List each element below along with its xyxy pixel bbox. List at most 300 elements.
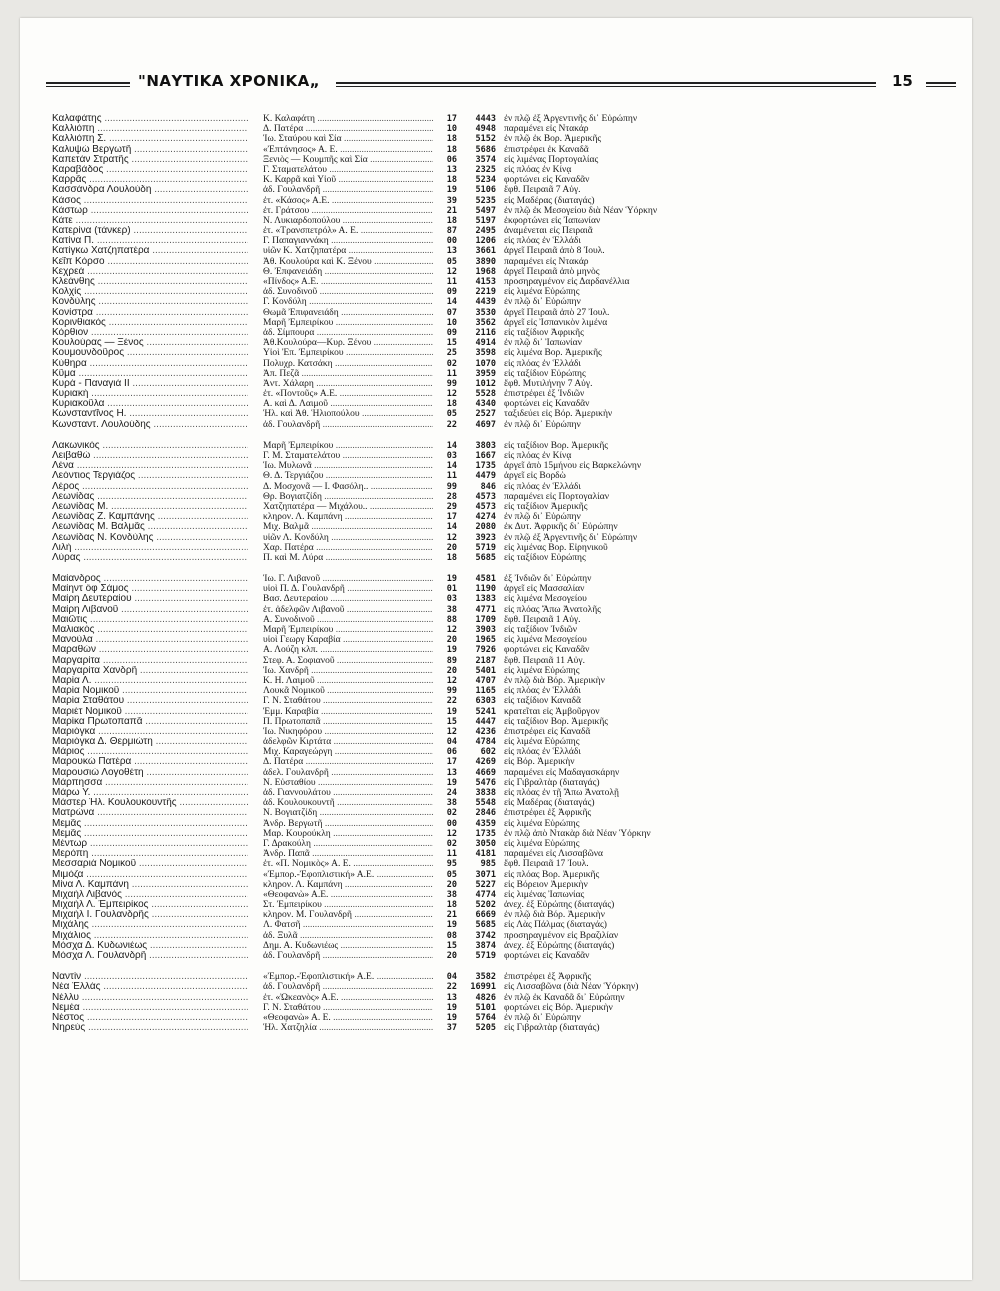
status: εἰς λιμένα Μεσογείου [504, 635, 587, 646]
year: 19 [446, 920, 457, 931]
tonnage: 3803 [475, 440, 496, 451]
year: 99 [446, 481, 457, 492]
ship-entry-row [52, 206, 962, 216]
tonnage: 602 [480, 747, 496, 758]
owner: Δ. Πατέρα ..... [263, 757, 433, 767]
tonnage: 4774 [475, 889, 496, 900]
owner: ἐτ. Γράτσου ..... [263, 206, 433, 216]
publication-title: "ΝΑΥΤΙΚΑ ΧΡΟΝΙΚΑ„ [138, 72, 321, 90]
status: εἰς λιμένα Βορ. Ἀμερικῆς [504, 348, 602, 359]
status: ἀργεῖ εἰς Ἰσπανικὸν λιμένα [504, 317, 608, 328]
status: ἐπιστρέφει ἐξ Ἀφρικῆς [504, 972, 592, 983]
owner: Μαρῆ Ἐμπειρίκου ..... [263, 625, 433, 635]
ship-entry-row [52, 890, 962, 900]
ship-name: Μιχαὴλ Ι. Γουλανδρῆς ..... [52, 910, 248, 920]
status: εἰς λιμένα Εὐρώπης [504, 818, 580, 829]
status: ἐν πλῷ διὰ Βόρ. Ἀμερικὴν [504, 910, 605, 921]
tonnage: 7926 [475, 645, 496, 656]
ship-entry-row [52, 584, 962, 594]
ship-entry-row [52, 409, 962, 419]
year: 14 [446, 297, 457, 308]
year: 18 [446, 175, 457, 186]
tonnage: 846 [480, 481, 496, 492]
ship-name: Κονδύλης ..... [52, 297, 248, 307]
owner: Π. Πρωτοπαπᾶ ..... [263, 717, 433, 727]
owner: «Ἐπτάνησος» Α. Ε. ..... [263, 145, 433, 155]
owner: ἀδ. Κουλουκουντῆ ..... [263, 798, 433, 808]
ship-name: Κόρθιον ..... [52, 328, 248, 338]
year: 11 [446, 277, 457, 287]
ship-name: Κάτε ..... [52, 216, 248, 226]
ship-entry-row [52, 461, 962, 471]
ship-entry-row [52, 972, 962, 982]
header-rule-right [926, 82, 956, 87]
status: προσηραγμένον εἰς Βραζιλίαν [504, 930, 619, 941]
ship-entry-row [52, 920, 962, 930]
owner: «Πίνδος» Α.Ε. ..... [263, 277, 433, 287]
ship-entry-row [52, 134, 962, 144]
status: εἰς ταξίδιον Ἀμερικῆς [504, 501, 588, 512]
ship-entry-row [52, 859, 962, 869]
year: 89 [446, 655, 457, 666]
status: ἀργεῖ εἰς Μασσαλίαν [504, 584, 585, 595]
owner: Π. καὶ Μ. Λύρα ..... [263, 553, 433, 563]
year: 24 [446, 788, 457, 798]
tonnage: 3923 [475, 532, 496, 543]
ship-name: Μόσχα Λ. Γουλανδρῆ ..... [52, 951, 248, 961]
ship-name: Μαίρη Δευτεραίου ..... [52, 594, 248, 604]
ship-name: Μερόπη ..... [52, 849, 248, 859]
tonnage: 3903 [475, 625, 496, 635]
owner: Γ. Σταματελάτου ..... [263, 165, 433, 175]
year: 05 [446, 409, 457, 420]
year: 29 [446, 501, 457, 512]
ship-entry-row [52, 656, 962, 666]
ship-entry-row [52, 727, 962, 737]
tonnage: 985 [480, 859, 496, 870]
year: 00 [446, 818, 457, 829]
ship-entry-row [52, 666, 962, 676]
owner: Α. Λούζη κλπ. ..... [263, 645, 433, 655]
owner: υἱῶν Κ. Χατζηπατέρα ..... [263, 246, 433, 256]
tonnage: 3959 [475, 368, 496, 379]
ship-entry-row [52, 1013, 962, 1023]
ship-entry-row [52, 124, 962, 134]
year: 12 [446, 828, 457, 839]
status: ἐν πλῷ ἐξ Ἀργεντινῆς δι᾽ Εὐρώπην [504, 532, 638, 543]
ship-entry-row [52, 502, 962, 512]
ship-name: Κάσος ..... [52, 196, 248, 206]
owner: Στ. Ἐμπειρίκου ..... [263, 900, 433, 910]
tonnage: 3562 [475, 317, 496, 328]
owner: Α. καὶ Δ. Λαιμοῦ ..... [263, 399, 433, 409]
ship-name: Μαλιακὸς ..... [52, 625, 248, 635]
ship-entry-row [52, 839, 962, 849]
status: ἐν πλῷ ἀπὸ Ντακὰρ διὰ Νέαν Ὑόρκην [504, 828, 651, 839]
status: εἰς λιμένας Ἰαπωνίας [504, 889, 585, 900]
year: 12 [446, 625, 457, 635]
tonnage: 3661 [475, 246, 496, 257]
ship-name: Κατερίνα (τάνκερ) ..... [52, 226, 248, 236]
ship-entry-row [52, 236, 962, 246]
year: 20 [446, 879, 457, 890]
status: φορτώνει εἰς Καναδᾶν [504, 645, 590, 656]
year: 99 [446, 686, 457, 697]
year: 13 [446, 767, 457, 778]
status: ἀργεῖ Πειραιᾶ ἀπὸ 27 Ἰουλ. [504, 307, 610, 318]
owner: Μιχ. Βαλμᾶ ..... [263, 522, 433, 532]
year: 12 [446, 389, 457, 400]
status: ἐκφορτώνει εἰς Ἰαπωνίαν [504, 215, 601, 226]
status: εἰς ταξίδιον Ἰνδιῶν [504, 625, 578, 635]
year: 04 [446, 737, 457, 748]
ship-entry-row [52, 533, 962, 543]
status: ἔφθ. Πειραιᾶ 11 Αὐγ. [504, 655, 585, 666]
owner: Γ. Δρακούλη ..... [263, 839, 433, 849]
tonnage: 4948 [475, 124, 496, 135]
ship-name: Μάρω Υ. ..... [52, 788, 248, 798]
status: εἰς Βόρ. Ἀμερικὴν [504, 757, 575, 768]
year: 12 [446, 266, 457, 277]
status: ἐν πλῷ ἐκ Μεσογείου διὰ Νέαν Ὑόρκην [504, 205, 658, 216]
status: φορτώνει εἰς Καναδᾶν [504, 399, 590, 410]
ship-name: Κουλούρας — Ξένος ..... [52, 338, 248, 348]
ship-entry-row [52, 399, 962, 409]
ship-name: Λεωνίδας Μ. ..... [52, 502, 248, 512]
owner: Ἀνδρ. Παπᾶ ..... [263, 849, 433, 859]
ship-entry-row [52, 522, 962, 532]
ship-name: Κονίστρα ..... [52, 308, 248, 318]
owner: Δημ. Α. Κυδωνιέως ..... [263, 941, 433, 951]
ship-name: Κάστωρ ..... [52, 206, 248, 216]
year: 12 [446, 675, 457, 686]
year: 20 [446, 635, 457, 646]
status: ἐπιστρέφει ἐξ Ἰνδιῶν [504, 389, 585, 400]
ship-entry-row [52, 318, 962, 328]
ship-entry-row [52, 246, 962, 256]
tonnage: 3874 [475, 940, 496, 951]
year: 01 [446, 584, 457, 595]
tonnage: 4479 [475, 471, 496, 482]
year: 12 [446, 532, 457, 543]
owner: Κ. Η. Λαιμοῦ ..... [263, 676, 433, 686]
tonnage: 4236 [475, 726, 496, 737]
owner: Ἰω. Μυλωνᾶ ..... [263, 461, 433, 471]
status: εἰς ταξίδιον Εὐρώπης [504, 552, 586, 563]
owner: ἐτ. «Ὠκεανὸς» Α.Ε. ..... [263, 993, 433, 1003]
ship-name: Μαιῶτις ..... [52, 615, 248, 625]
owner: ἀδ. Γουλανδρῆ ..... [263, 420, 433, 430]
ship-entry-row [52, 757, 962, 767]
tonnage: 4573 [475, 491, 496, 502]
year: 09 [446, 327, 457, 338]
ship-name: Μαργαρίτα ..... [52, 656, 248, 666]
status: παραμένει εἰς Μαδαγασκάρην [504, 767, 620, 778]
tonnage: 3742 [475, 930, 496, 941]
owner: Α. Συνοδινοῦ ..... [263, 615, 433, 625]
ship-name: Νέλλυ ..... [52, 993, 248, 1003]
year: 05 [446, 869, 457, 880]
year: 88 [446, 614, 457, 625]
status: ἔφθ. Πειραιᾶ 1 Αὐγ. [504, 614, 581, 625]
owner: υἱῶν Λ. Κονδύλη ..... [263, 533, 433, 543]
year: 06 [446, 747, 457, 758]
status: ἐκ Δυτ. Ἀφρικῆς δι᾽ Εὐρώπην [504, 522, 618, 533]
ship-name: Λέρος ..... [52, 482, 248, 492]
owner: ἀδ. Γουλανδρῆ ..... [263, 982, 433, 992]
tonnage: 1965 [475, 635, 496, 646]
year: 21 [446, 910, 457, 921]
ship-name: Μαραθὼν ..... [52, 645, 248, 655]
ship-register-list [52, 114, 962, 1044]
ship-name: Μαρία Σταθάτου ..... [52, 696, 248, 706]
ship-entry-row [52, 798, 962, 808]
status: ἐξ Ἰνδιῶν δι᾽ Εὐρώπην [504, 574, 592, 585]
tonnage: 4359 [475, 818, 496, 829]
ship-entry-row [52, 451, 962, 461]
ship-entry-row [52, 420, 962, 430]
ship-entry-row [52, 145, 962, 155]
status: παραμένει εἰς Ντακάρ [504, 124, 589, 135]
ship-entry-row [52, 1023, 962, 1033]
tonnage: 5685 [475, 552, 496, 563]
ship-name: Λύρας ..... [52, 553, 248, 563]
tonnage: 2080 [475, 522, 496, 533]
ship-name: Λεωνίδας Μ. Βαλμᾶς ..... [52, 522, 248, 532]
status: εἰς πλόας ἐν Ἑλλάδι [504, 236, 581, 247]
ship-entry-row [52, 492, 962, 502]
tonnage: 1667 [475, 451, 496, 461]
owner: Γ. Ν. Σταθάτου ..... [263, 1003, 433, 1013]
tonnage: 4443 [475, 114, 496, 124]
tonnage: 2187 [475, 655, 496, 666]
ship-name: Μαρίκα Πρωτοπαπᾶ ..... [52, 717, 248, 727]
owner: Κ. Καρρᾶ καὶ Υἱοῦ ..... [263, 175, 433, 185]
tonnage: 1735 [475, 461, 496, 472]
ship-name: Κατίνα Π. ..... [52, 236, 248, 246]
tonnage: 5686 [475, 144, 496, 155]
ship-name: Νεμέα ..... [52, 1003, 248, 1013]
year: 02 [446, 838, 457, 849]
ship-name: Μάρπησσα ..... [52, 778, 248, 788]
tonnage: 4153 [475, 277, 496, 287]
ship-entry-row [52, 348, 962, 358]
owner: ἀδ. Γουλανδρῆ ..... [263, 951, 433, 961]
tonnage: 5719 [475, 951, 496, 961]
status: εἰς ταξίδιον Βορ. Ἀμερικῆς [504, 716, 609, 727]
tonnage: 2219 [475, 287, 496, 298]
ship-name: Μαριὲτ Νομικοῦ ..... [52, 707, 248, 717]
owner: Χατζηπατέρα — Μιχάλου.. ..... [263, 502, 433, 512]
tonnage: 6669 [475, 910, 496, 921]
ship-entry-row [52, 155, 962, 165]
status: ἀναμένεται εἰς Πειραιᾶ [504, 226, 593, 237]
ship-name: Κασσάνδρα Λουλούδη ..... [52, 185, 248, 195]
status: ἐν πλῷ ἐξ Ἀργεντινῆς δι᾽ Εὐρώπην [504, 114, 638, 124]
ship-entry-row [52, 788, 962, 798]
owner: Δ. Μοσχονᾶ — Ι. Φασόλη.. ..... [263, 482, 433, 492]
ship-entry-row [52, 880, 962, 890]
year: 25 [446, 348, 457, 359]
tonnage: 1709 [475, 614, 496, 625]
year: 17 [446, 512, 457, 523]
year: 11 [446, 368, 457, 379]
ship-entry-row [52, 196, 962, 206]
owner: υἱοὶ Π. Δ. Γουλανδρῆ ..... [263, 584, 433, 594]
ship-name: Κλεάνθης ..... [52, 277, 248, 287]
ship-name: Λεόντιος Τεργιάζος ..... [52, 471, 248, 481]
status: εἰς λιμένα Εὐρώπης [504, 737, 580, 748]
tonnage: 3530 [475, 307, 496, 318]
year: 13 [446, 246, 457, 257]
ship-entry-row [52, 900, 962, 910]
ship-entry-row [52, 226, 962, 236]
owner: Κ. Καλαφάτη ..... [263, 114, 433, 124]
year: 11 [446, 849, 457, 860]
ship-entry-row [52, 993, 962, 1003]
owner: Ἡλ. καὶ Ἀθ. Ἡλιοπούλου ..... [263, 409, 433, 419]
status: ἐν πλῷ δι᾽ Εὐρώπην [504, 419, 581, 430]
ship-entry-row [52, 615, 962, 625]
year: 17 [446, 114, 457, 124]
year: 38 [446, 604, 457, 615]
owner: Θ. Ἐπφανειάδη ..... [263, 267, 433, 277]
ship-entry-row [52, 594, 962, 604]
tonnage: 4707 [475, 675, 496, 686]
ship-name: Μεσσαριὰ Νομικοῦ ..... [52, 859, 248, 869]
tonnage: 2846 [475, 808, 496, 819]
ship-name: Μαρία Νομικοῦ ..... [52, 686, 248, 696]
tonnage: 4581 [475, 574, 496, 585]
tonnage: 5548 [475, 798, 496, 809]
status: εἰς ταξίδιον Ἀφρικῆς [504, 327, 584, 338]
year: 39 [446, 195, 457, 206]
owner: Βασ. Δευτεραίου ..... [263, 594, 433, 604]
tonnage: 4340 [475, 399, 496, 410]
owner: Ν. Εὐσταθίου ..... [263, 778, 433, 788]
ship-name: Μιχάλιος ..... [52, 931, 248, 941]
ship-entry-row [52, 277, 962, 287]
ship-name: Καλαφάτης ..... [52, 114, 248, 124]
year: 21 [446, 205, 457, 216]
tonnage: 4914 [475, 338, 496, 349]
tonnage: 3050 [475, 838, 496, 849]
year: 18 [446, 134, 457, 145]
status: ἀνεχ. ἐξ Εὐρώπης (διαταγάς) [504, 900, 615, 911]
tonnage: 2325 [475, 164, 496, 175]
ship-name: Μαίηντ ὄφ Σάμος ..... [52, 584, 248, 594]
status: εἰς Λισσαβῶνα (διὰ Νέαν Ὑόρκην) [504, 982, 639, 993]
year: 03 [446, 594, 457, 605]
status: εἰς πλόας ἐν Ἑλλάδι [504, 747, 581, 758]
status: ἔφθ. Πειραιᾶ 7 Αὐγ. [504, 185, 581, 196]
ship-name: Κεχρεὰ ..... [52, 267, 248, 277]
tonnage: 6303 [475, 696, 496, 707]
ship-name: Κύθηρα ..... [52, 359, 248, 369]
page-number: 15 [892, 72, 913, 90]
year: 07 [446, 307, 457, 318]
year: 18 [446, 552, 457, 563]
year: 19 [446, 574, 457, 585]
tonnage: 5234 [475, 175, 496, 186]
ship-entry-row [52, 165, 962, 175]
owner: Ἰω. Νικηφόρου ..... [263, 727, 433, 737]
ship-name: Λειβαθὼ ..... [52, 451, 248, 461]
ship-name: Μεμᾶς ..... [52, 819, 248, 829]
year: 38 [446, 798, 457, 809]
year: 19 [446, 777, 457, 788]
tonnage: 1165 [475, 686, 496, 697]
tonnage: 4447 [475, 716, 496, 727]
ship-entry-row [52, 574, 962, 584]
status: κρατεῖται εἰς Ἀμβοῦργον [504, 706, 600, 717]
owner: Πολυχρ. Κατσάκη ..... [263, 359, 433, 369]
owner: Ἀντ. Χάλαρη ..... [263, 379, 433, 389]
status: εἰς λιμένα Εὐρώπης [504, 287, 580, 298]
owner: Γ. Κονδύλη ..... [263, 297, 433, 307]
ship-name: Μιχαὴλ Λιβανός ..... [52, 890, 248, 900]
status: φορτώνει εἰς Βόρ. Ἀμερικὴν [504, 1002, 613, 1013]
owner: Μαρ. Κουρούκλη ..... [263, 829, 433, 839]
year: 09 [446, 287, 457, 298]
ship-entry-row [52, 308, 962, 318]
status: εἰς ταξίδιον Εὐρώπης [504, 368, 586, 379]
status: παραμένει εἰς Λισσαβῶνα [504, 849, 603, 860]
ship-entry-row [52, 696, 962, 706]
year: 19 [446, 1012, 457, 1023]
tonnage: 1012 [475, 378, 496, 389]
owner: κληρον. Λ. Καμπάνη ..... [263, 512, 433, 522]
owner: ἐτ. «Π. Νομικὸς» Α. Ε. ..... [263, 859, 433, 869]
owner: Μαρῆ Ἐμπειρίκου ..... [263, 318, 433, 328]
status: ἀργεῖ Πειραιᾶ ἀπὸ 8 Ἰουλ. [504, 246, 605, 257]
ship-name: Μαρουκὼ Πατέρα ..... [52, 757, 248, 767]
status: εἰς πλόας Ἄπω Ἀνατολῆς [504, 604, 601, 615]
owner: Ξενιὸς — Κουμπῆς καὶ Σία ..... [263, 155, 433, 165]
tonnage: 4439 [475, 297, 496, 308]
status: εἰς ταξίδιον Καναδᾶ [504, 696, 581, 707]
ship-name: Κωνσταντῖνος Η. ..... [52, 409, 248, 419]
status: εἰς Γιβραλτὰρ (διαταγάς) [504, 1023, 600, 1034]
owner: Ἡλ. Χατζηλία ..... [263, 1023, 433, 1033]
ship-entry-row [52, 553, 962, 563]
ship-name: Μάριος ..... [52, 747, 248, 757]
status: ἐν πλῷ δι᾽ Ἰαπωνίαν [504, 338, 582, 349]
ship-entry-row [52, 686, 962, 696]
tonnage: 5528 [475, 389, 496, 400]
header-rule-left [46, 82, 130, 87]
status: ἐπιστρέφει ἐκ Καναδᾶ [504, 144, 589, 155]
ship-name: Μεμᾶς ..... [52, 829, 248, 839]
tonnage: 5205 [475, 1023, 496, 1034]
ship-name: Κουμουνδοῦρος ..... [52, 348, 248, 358]
year: 22 [446, 982, 457, 993]
ship-entry-row [52, 778, 962, 788]
year: 19 [446, 645, 457, 656]
status: εἰς λιμένα Εὐρώπης [504, 665, 580, 676]
owner: ἀδελ. Γουλανδρῆ ..... [263, 768, 433, 778]
status: εἰς Λὰς Πάλμας (διαταγάς) [504, 920, 607, 931]
tonnage: 5235 [475, 195, 496, 206]
ship-name: Ναντὶν ..... [52, 972, 248, 982]
tonnage: 3574 [475, 154, 496, 165]
owner: Στεφ. Α. Σοφιανοῦ ..... [263, 656, 433, 666]
ship-entry-row [52, 1003, 962, 1013]
status: ἐν πλῷ δι᾽ Εὐρώπην [504, 1012, 581, 1023]
status: εἰς λιμένας Πορτογαλίας [504, 154, 599, 165]
tonnage: 3071 [475, 869, 496, 880]
tonnage: 1383 [475, 594, 496, 605]
